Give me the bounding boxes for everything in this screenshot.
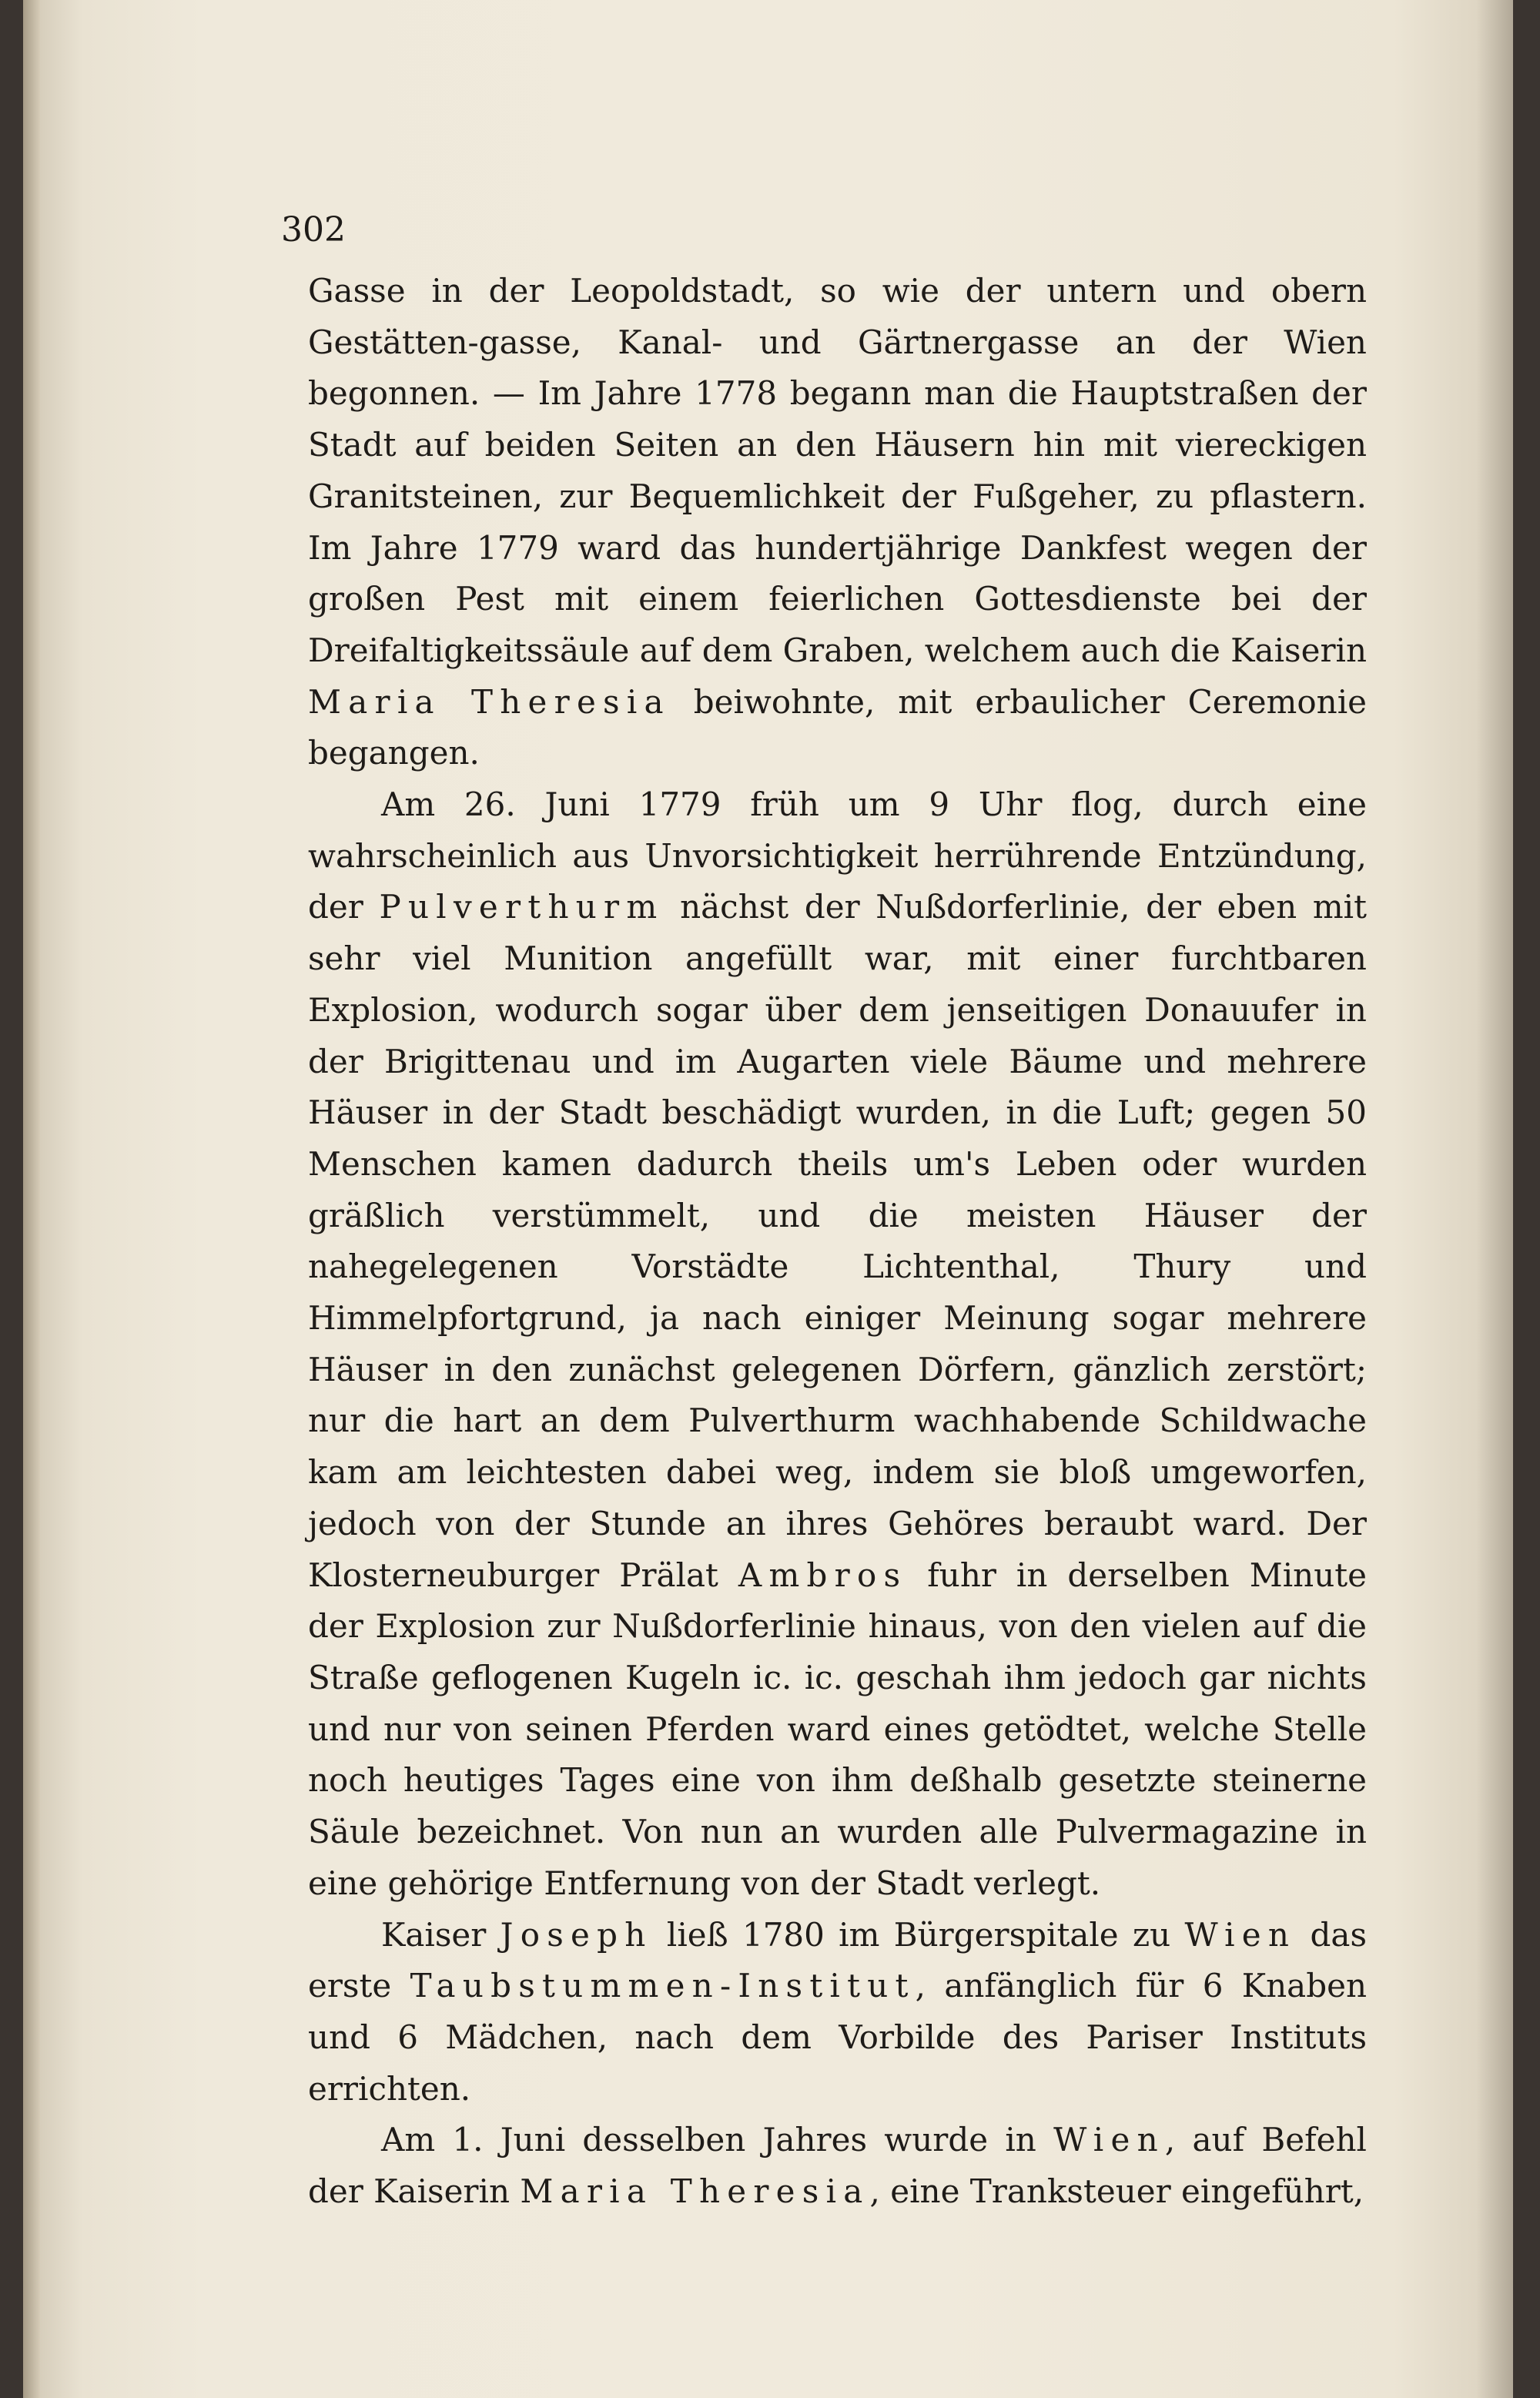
text-segment-spaced: Joseph (500, 1915, 653, 1954)
text-segment-spaced: Taubstummen-Institut (410, 1967, 916, 2005)
text-segment: das erste (308, 1915, 1367, 2005)
text-segment-spaced: Ambros (738, 1556, 908, 1594)
paragraph-4 (308, 2115, 1367, 2217)
text-segment: , auf Befehl der Kaiserin (308, 2121, 1367, 2211)
text-segment: Kaiser (381, 1915, 500, 1954)
body-text (308, 266, 1367, 2218)
paragraph-3 (308, 1910, 1367, 2115)
text-segment-spaced: Maria Theresia (520, 2172, 870, 2211)
text-segment: ließ 1780 im Bürgerspitale zu (652, 1915, 1185, 1954)
paragraph-2 (308, 779, 1367, 1909)
text-segment: nächst der Nußdorferlinie, der eben mit sehr viel Munition angefüllt war, mit einer furchtbaren Explosion, wodurch sogar über dem jenseitigen Donauufer in der Brigittenau und im Augarten viele Bäume und mehrere Häuser in der Stadt beschädigt wurden, in die Luft; gegen 50 Menschen kamen dadurch theils um's Leben oder wurden gräßlich verstümmelt, und die meisten Häuser der nahegelegenen Vorstädte Lichtenthal, Thury und Himmelpfortgrund, ja nach einiger Meinung sogar mehrere Häuser in den zunächst gelegenen Dörfern, gänzlich zerstört; nur die hart an dem Pulverthurm wachhabende Schildwache kam am leichtesten dabei weg, indem sie bloß umgeworfen, jedoch von der Stunde an ihres Gehöres beraubt ward. Der Klosterneuburger Prälat (308, 888, 1367, 1594)
text-segment-spaced: Wien (1053, 2121, 1165, 2159)
text-segment-spaced: Wien (1184, 1915, 1297, 1954)
text-segment: , anfänglich für 6 Knaben und 6 Mädchen, nach dem Vorbilde des Pariser Instituts errichten. (308, 1967, 1368, 2108)
text-segment: fuhr in derselben Minute der Explosion zur Nußdorferlinie hinaus, von den vielen auf die Straße geflogenen Kugeln ic. ic. geschah ihm jedoch gar nichts und nur von seinen Pferden ward eines getödtet, welche Stelle noch heutiges Tages eine von ihm deßhalb gesetzte steinerne Säule bezeichnet. Von nun an wurden alle Pulvermagazine in eine gehörige Entfernung von der Stadt verlegt. (308, 1556, 1367, 1902)
page-gutter-edge (23, 0, 40, 2398)
page-right-shadow (1476, 0, 1513, 2398)
text-segment: , eine Tranksteuer eingeführt, (869, 2172, 1364, 2211)
text-segment-spaced: Maria Theresia (308, 682, 671, 721)
text-segment: Am 1. Juni desselben Jahres wurde in (381, 2121, 1054, 2159)
text-segment: Gasse in der Leopoldstadt, so wie der untern und obern Gestätten-gasse, Kanal- und Gärtnergasse an der Wien begonnen. — Im Jahre 1778 begann man die Hauptstraßen der Stadt auf beiden Seiten an den Häusern hin mit viereckigen Granitsteinen, zur Bequemlichkeit der Fußgeher, zu pflastern. Im Jahre 1779 ward das hundertjährige Dankfest wegen der großen Pest mit einem feierlichen Gottesdienste bei der Dreifaltigkeitssäule auf dem Graben, welchem auch die Kaiserin (308, 272, 1367, 669)
text-segment: beiwohnte, mit erbaulicher Ceremonie begangen. (308, 682, 1367, 772)
paragraph-1 (308, 266, 1367, 779)
book-page (23, 0, 1513, 2398)
text-segment-spaced: Pulverthurm (379, 888, 665, 926)
page-number: 302 (281, 210, 346, 250)
text-segment: Am 26. Juni 1779 früh um 9 Uhr flog, durch eine wahrscheinlich aus Unvorsichtigkeit herrührende Entzündung, der (308, 785, 1367, 926)
